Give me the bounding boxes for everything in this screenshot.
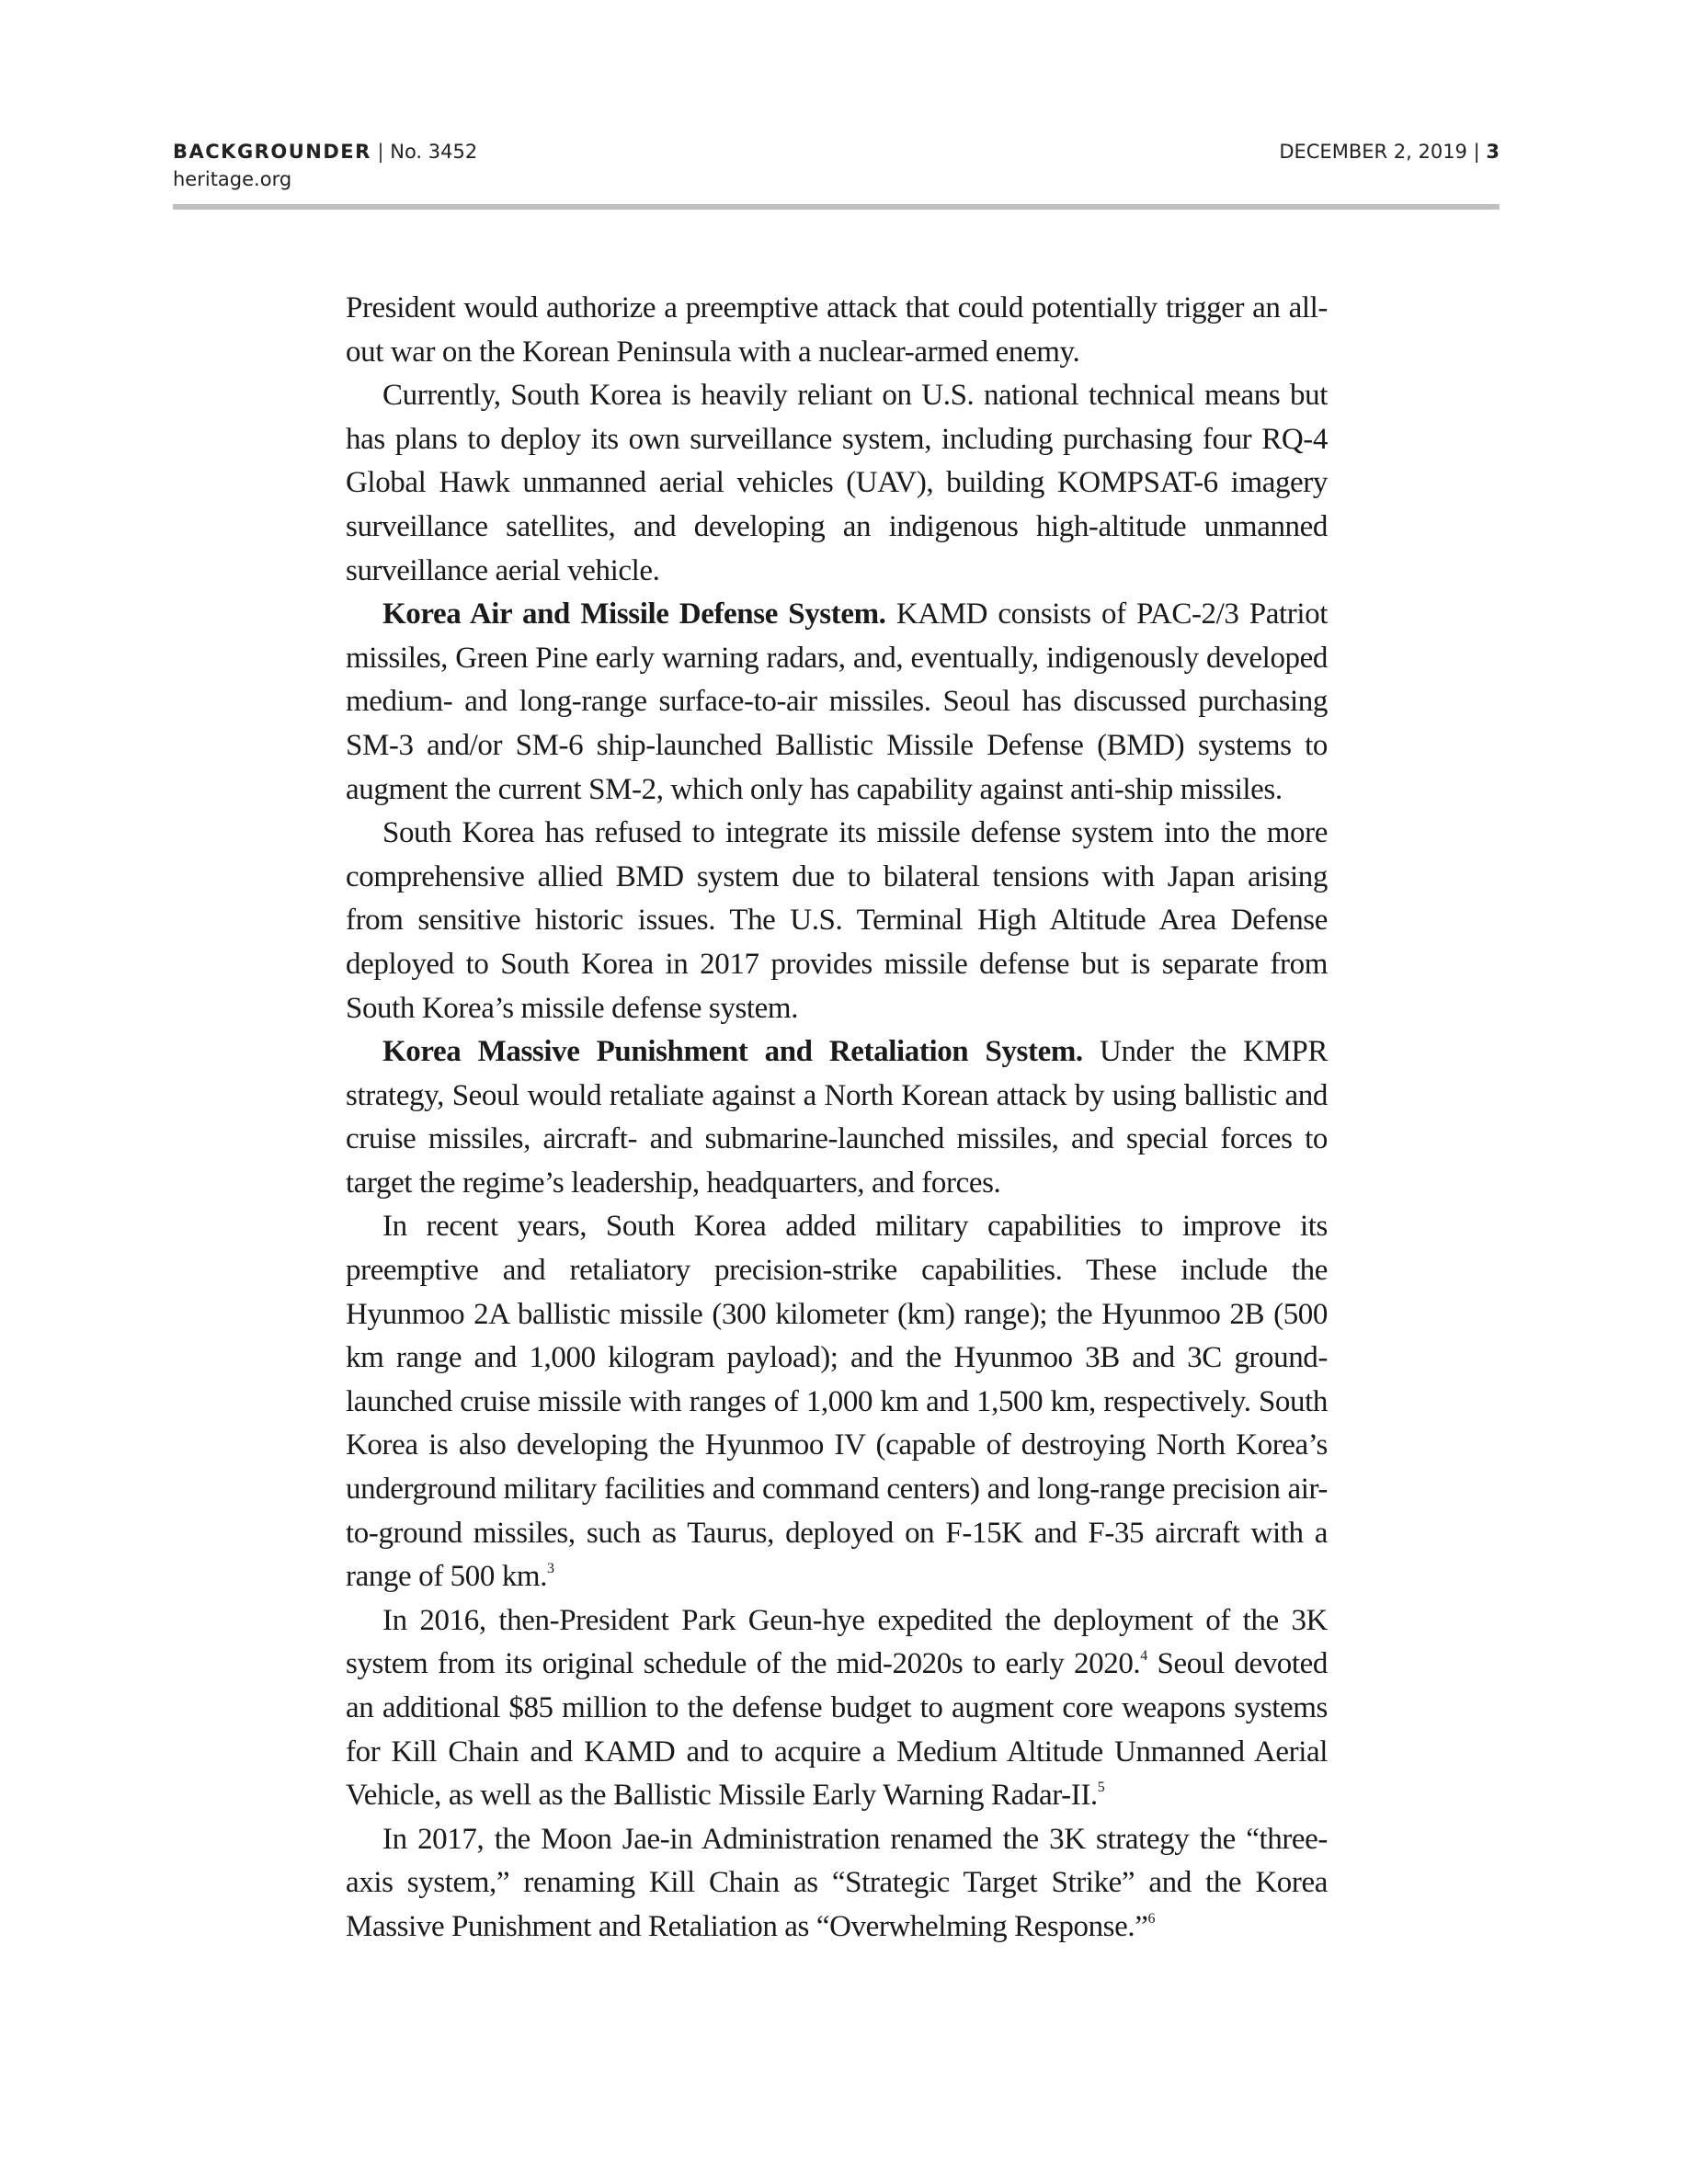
article-body — [346, 287, 1328, 1950]
paragraph-text: Currently, South Korea is heavily reliant on U.S. national technical means but has plans to deploy its own surveillance system, including purchasing four RQ-4 Global Hawk unmanned aerial vehicles (UAV), building KOMPSAT-6 imagery surveillance satellites, and developing an indigenous high-altitude unmanned surveillance aerial vehicle. — [346, 379, 1328, 587]
header-rule — [173, 204, 1500, 210]
publication-number: No. 3452 — [390, 141, 478, 163]
section-heading: Korea Air and Missile Defense System. — [382, 597, 886, 631]
paragraph — [346, 374, 1328, 593]
footnote-ref[interactable]: 6 — [1147, 1910, 1156, 1927]
footnote-ref[interactable]: 5 — [1097, 1780, 1105, 1796]
footnote-ref[interactable]: 4 — [1140, 1648, 1147, 1665]
publication-series: BACKGROUNDER — [173, 141, 371, 163]
paragraph-text: President would authorize a preemptive attack that could potentially trigger an all-out war on the Korean Peninsula with a nuclear-armed enemy. — [346, 291, 1328, 369]
paragraph — [346, 1205, 1328, 1598]
paragraph-text: South Korea has refused to integrate its missile defense system into the more comprehensive allied BMD system due to bilateral tensions with Japan arising from sensitive historic issues. The U.S. Terminal High Altitude Area Defense deployed to South Korea in 2017 provides missile defense but is separate from South Korea’s missile defense system. — [346, 816, 1328, 1025]
paragraph — [346, 1030, 1328, 1205]
paragraph-text: KAMD consists of PAC-2/3 Patriot missiles, Green Pine early warning radars, and, eventually, indigenously developed medium- and long-range surface-to-air missiles. Seoul has discussed purchasing SM-3 and/or SM-6 ship-launched Ballistic Missile Defense (BMD) systems to augment the current SM-2, which only has capability against anti-ship missiles. — [346, 597, 1328, 806]
page-separator: | — [1473, 141, 1480, 163]
header-right — [1279, 138, 1500, 165]
page-number: 3 — [1486, 141, 1500, 163]
header-separator: | — [377, 141, 384, 163]
publication-date: DECEMBER 2, 2019 — [1279, 141, 1467, 163]
paragraph-text: In 2016, then-President Park Geun-hye expedited the deployment of the 3K system from its original schedule of the mid-2020s to early 2020. — [346, 1603, 1328, 1681]
paragraph — [346, 812, 1328, 1030]
section-heading: Korea Massive Punishment and Retaliation System. — [382, 1035, 1083, 1069]
paragraph — [346, 1599, 1328, 1818]
paragraph-text: Under the KMPR strategy, Seoul would retaliate against a North Korean attack by using ballistic and cruise missiles, aircraft- and submarine-launched missiles, and special forces to target the regime’s leadership, headquarters, and forces. — [346, 1035, 1328, 1200]
paragraph — [346, 1818, 1328, 1950]
footnote-ref[interactable]: 3 — [547, 1561, 554, 1577]
paragraph — [346, 593, 1328, 812]
paragraph-text: In recent years, South Korea added military capabilities to improve its preemptive and retaliatory precision-strike capabilities. These include the Hyunmoo 2A ballistic missile (300 kilometer (km) range); the Hyunmoo 2B (500 km range and 1,000 kilogram payload); and the Hyunmoo 3B and 3C ground-launched cruise missile with ranges of 1,000 km and 1,500 km, respectively. South Korea is also developing the Hyunmoo IV (capable of destroying North Korea’s underground military facilities and command centers) and long-range precision air-to-ground missiles, such as Taurus, deployed on F-15K and F-35 aircraft with a range of 500 km. — [346, 1210, 1328, 1594]
header-left — [173, 138, 477, 193]
paragraph-text: Seoul devoted an additional $85 million to the defense budget to augment core weapons systems for Kill Chain and KAMD and to acquire a Medium Altitude Unmanned Aerial Vehicle, as well as the Ballistic Missile Early Warning Radar-II. — [346, 1647, 1329, 1813]
site-link[interactable]: heritage.org — [173, 168, 292, 190]
paragraph-text: In 2017, the Moon Jae-in Administration renamed the 3K strategy the “three-axis system,” renaming Kill Chain as “Strategic Target Strike” and the Korea Massive Punishment and Retaliation as “Overwhelming Response.” — [346, 1822, 1328, 1943]
paragraph — [346, 287, 1328, 374]
